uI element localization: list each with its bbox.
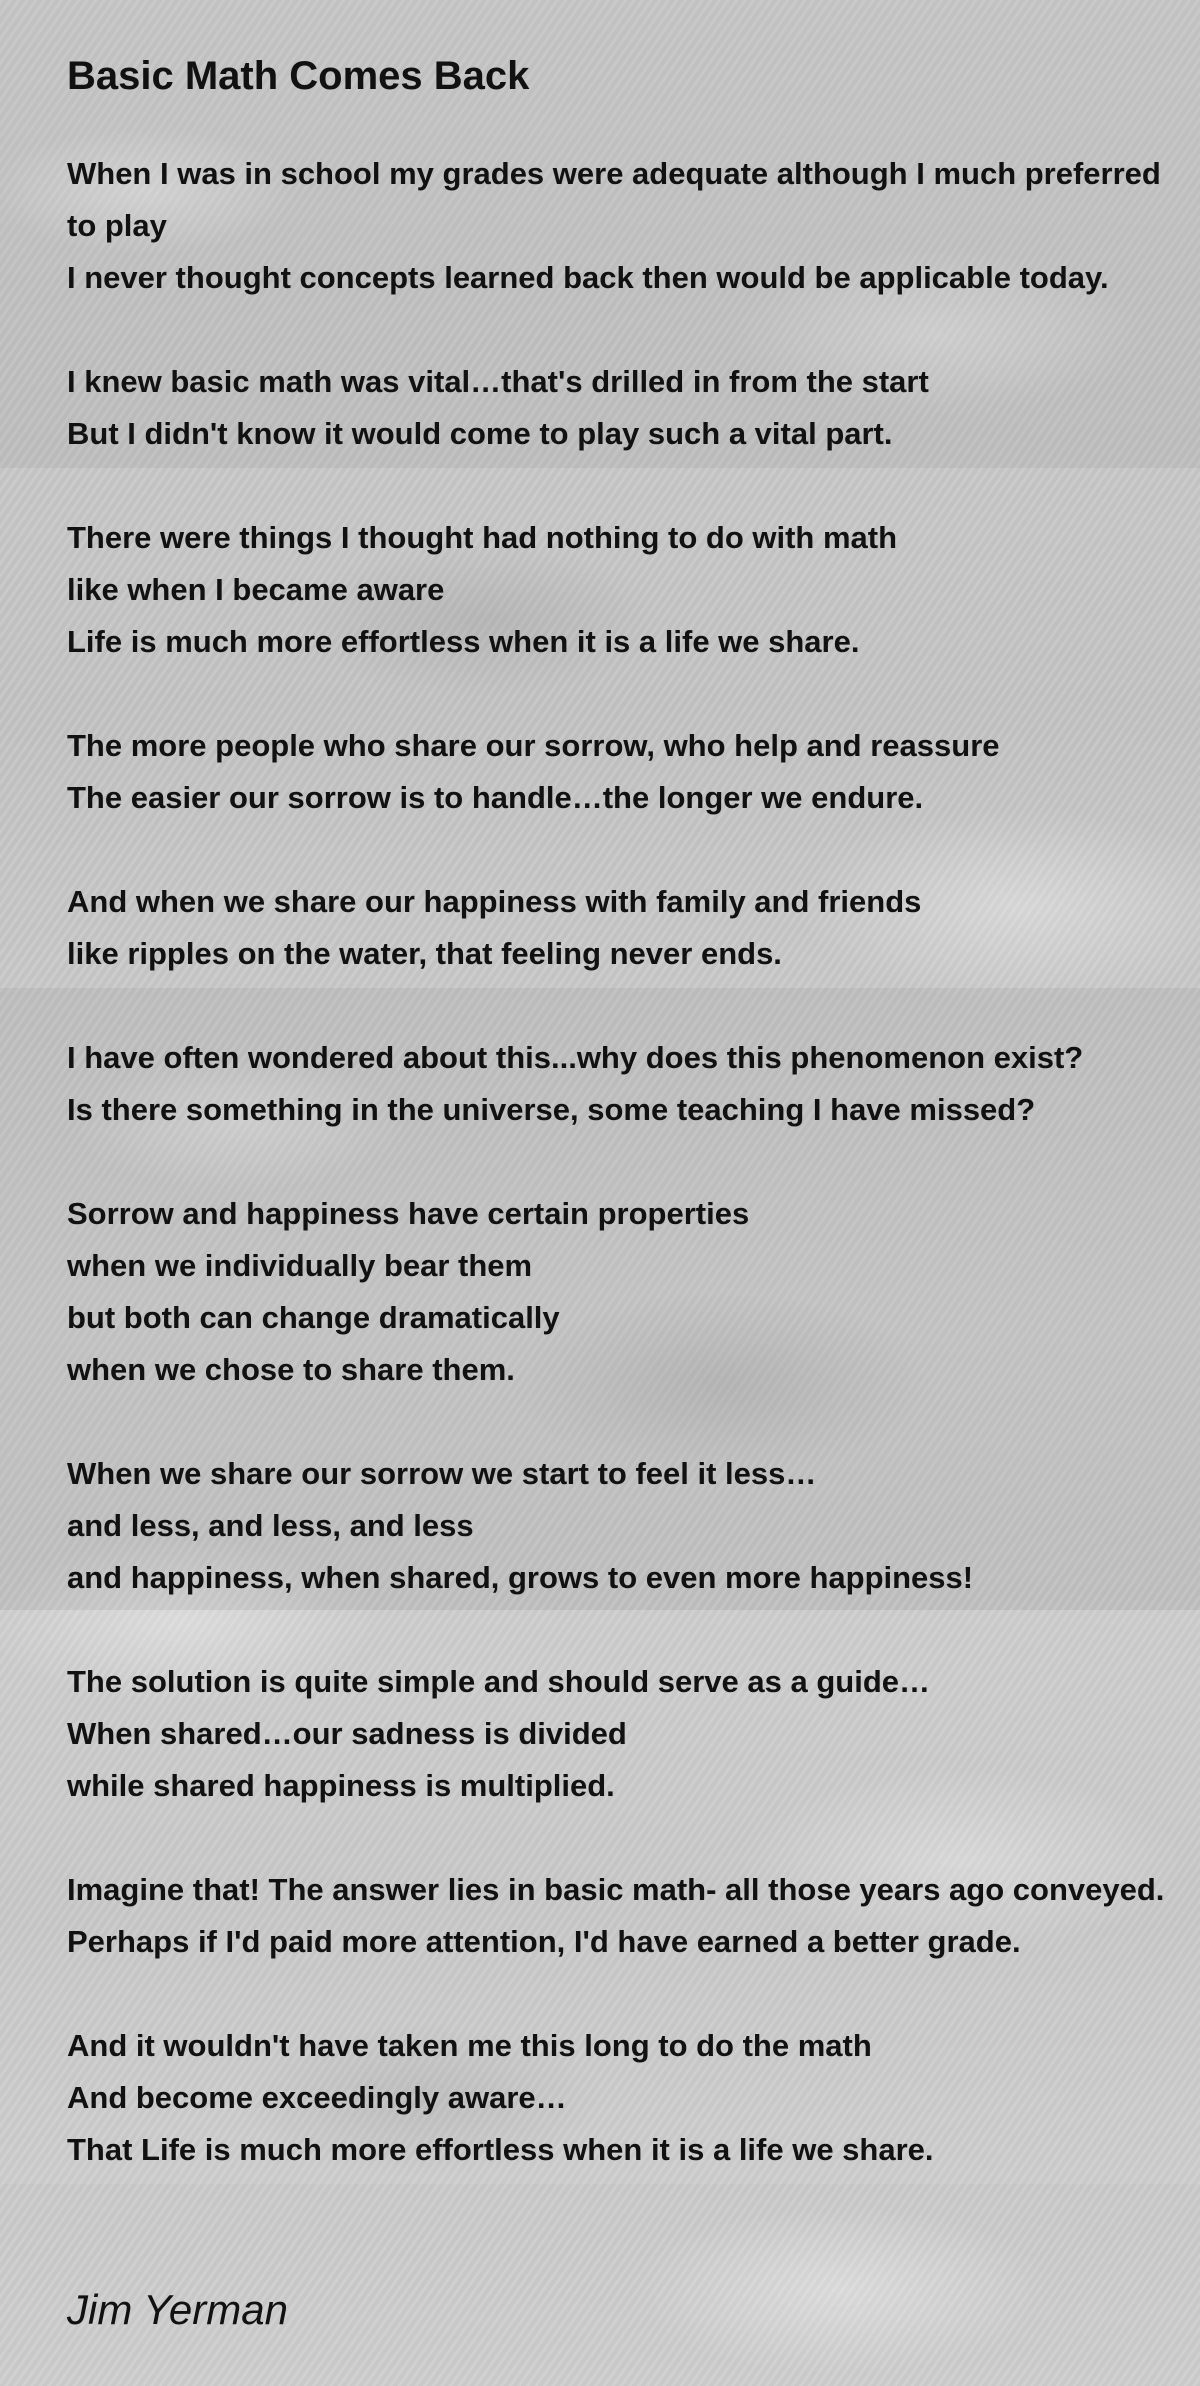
poem-line: while shared happiness is multiplied. [67, 1768, 615, 1803]
poem-line: Is there something in the universe, some teaching I have missed? [67, 1092, 1036, 1127]
poem-line: Sorrow and happiness have certain properties [67, 1196, 750, 1231]
stanza [67, 148, 1200, 304]
poem-line: and less, and less, and less [67, 1508, 474, 1543]
poem-line: The easier our sorrow is to handle…the longer we endure. [67, 780, 924, 815]
poem-line: when we individually bear them [67, 1248, 533, 1283]
poem-line: like when I became aware [67, 572, 445, 607]
stanza [67, 1448, 1200, 1604]
poem-line: That Life is much more effortless when it is a life we share. [67, 2132, 934, 2167]
stanza [67, 1188, 1200, 1396]
poem-line: And it wouldn't have taken me this long to do the math [67, 2028, 872, 2063]
poem-line: and happiness, when shared, grows to even more happiness! [67, 1560, 974, 1595]
stanza [67, 1864, 1200, 1968]
poem-line: And become exceedingly aware… [67, 2080, 567, 2115]
poem-line: When I was in school my grades were adequate although I much preferred [67, 156, 1161, 191]
stanza [67, 2020, 1200, 2176]
stanza [67, 720, 1200, 824]
poem-line: The more people who share our sorrow, who help and reassure [67, 728, 1000, 763]
stanza [67, 876, 1200, 980]
poem-line: I never thought concepts learned back then would be applicable today. [67, 260, 1109, 295]
poem-author: Jim Yerman [67, 2286, 288, 2333]
poem-line: When shared…our sadness is divided [67, 1716, 627, 1751]
poem-title: Basic Math Comes Back [67, 54, 530, 98]
poem-body [67, 148, 1200, 2228]
poem-line: The solution is quite simple and should serve as a guide… [67, 1664, 931, 1699]
poem-line: I knew basic math was vital…that's drilled in from the start [67, 364, 929, 399]
stanza [67, 1032, 1200, 1136]
poem-line: but both can change dramatically [67, 1300, 560, 1335]
poem-line: like ripples on the water, that feeling never ends. [67, 936, 782, 971]
poem-line: Life is much more effortless when it is a life we share. [67, 624, 860, 659]
poem-line: Imagine that! The answer lies in basic math- all those years ago conveyed. [67, 1872, 1165, 1907]
poem-line: I have often wondered about this...why does this phenomenon exist? [67, 1040, 1084, 1075]
poem-line: There were things I thought had nothing to do with math [67, 520, 898, 555]
stanza [67, 356, 1200, 460]
stanza [67, 1656, 1200, 1812]
poem-line: When we share our sorrow we start to feel it less… [67, 1456, 817, 1491]
poem-line: But I didn't know it would come to play such a vital part. [67, 416, 893, 451]
poem-line: Perhaps if I'd paid more attention, I'd have earned a better grade. [67, 1924, 1021, 1959]
stanza [67, 512, 1200, 668]
poem-line: when we chose to share them. [67, 1352, 515, 1387]
poem-line: to play [67, 208, 167, 243]
poem-line: And when we share our happiness with family and friends [67, 884, 922, 919]
